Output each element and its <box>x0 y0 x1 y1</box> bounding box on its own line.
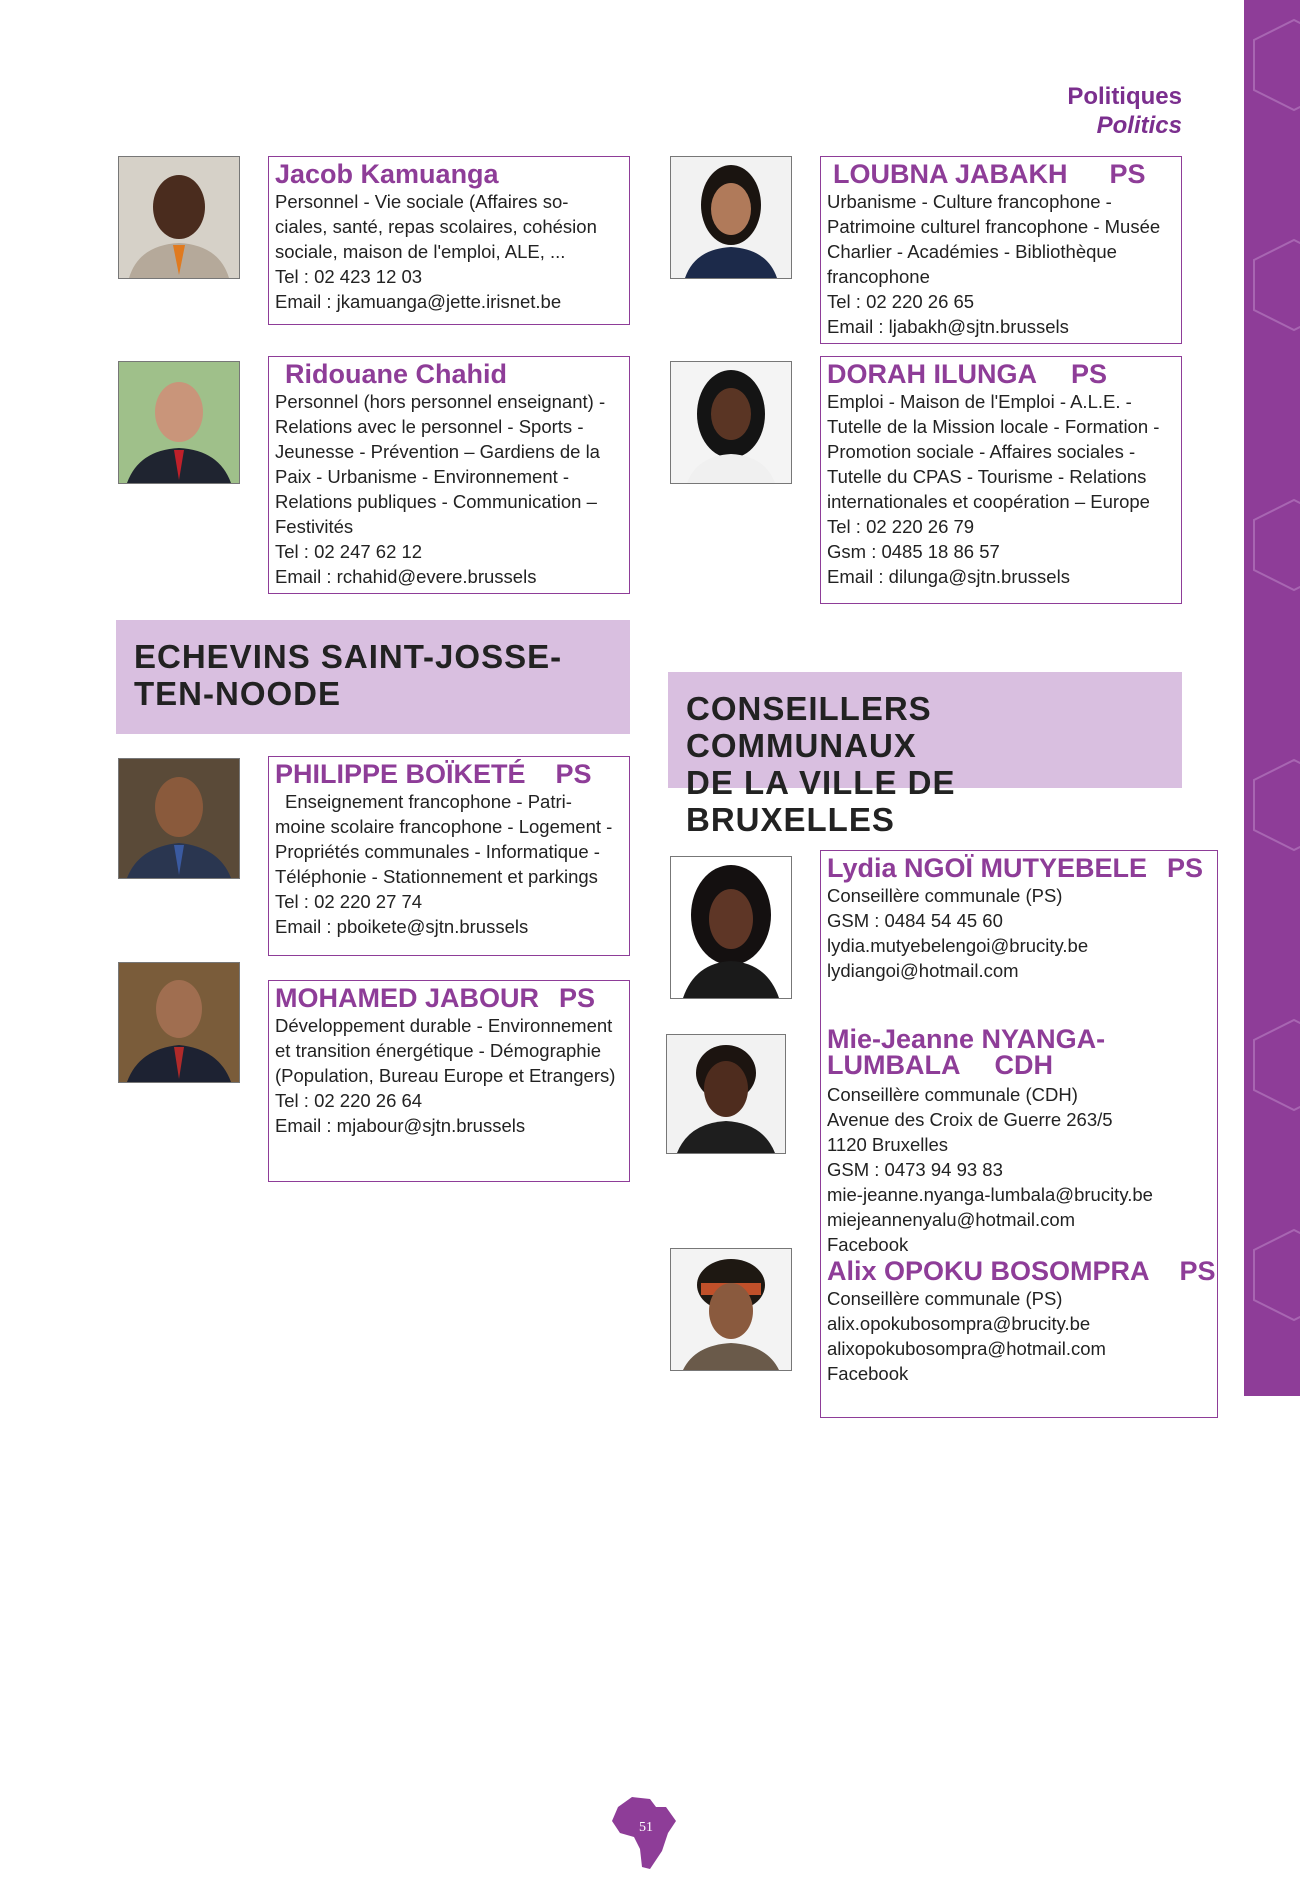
portrait-photo <box>670 856 792 999</box>
party-badge: CDH <box>994 1050 1053 1080</box>
section-heading-line: ECHEVINS SAINT-JOSSE- <box>134 638 563 675</box>
email-line[interactable]: Email : dilunga@sjtn.brussels <box>827 566 1070 587</box>
person-name: Mie-Jeanne NYANGA- LUMBALA CDH <box>827 1024 1106 1080</box>
person-card <box>820 1254 1218 1418</box>
party-badge: PS <box>559 983 596 1013</box>
email-line[interactable]: miejeannenyalu@hotmail.com <box>827 1209 1076 1230</box>
person-name: LOUBNA JABAKH PS <box>833 159 1146 189</box>
email-line[interactable]: alixopokubosompra@hotmail.com <box>827 1338 1106 1359</box>
phone-line: Tel : 02 423 12 03 <box>275 266 423 287</box>
section-heading-line: DE LA VILLE DE BRUXELLES <box>686 764 956 838</box>
role-line: Conseillère communale (PS) <box>827 885 1063 906</box>
person-card <box>268 156 630 325</box>
person-description: Urbanisme - Culture francophone - Patrimoine culturel francophone - Musée Charlier - Académies - Bibliothèque francophone <box>827 191 1161 287</box>
person-description: Développement durable - Environnement et transition énergétique - Démographie (Population, Bureau Europe et Etrangers) <box>275 1015 616 1086</box>
person-description: Personnel (hors personnel enseignant) - Relations avec le personnel - Sports - Jeunesse - Prévention – Gardiens de la Paix - Urbanisme - Environnement - Relations publiques - Communication – Festivités <box>275 391 606 537</box>
facebook-link[interactable]: Facebook <box>827 1363 909 1384</box>
section-heading-echevins <box>116 620 630 734</box>
facebook-link[interactable]: Facebook <box>827 1234 909 1255</box>
person-card <box>820 1012 1218 1254</box>
person-description: Emploi - Maison de l'Emploi - A.L.E. - Tutelle de la Mission locale - Formation - Promotion sociale - Affaires sociales - Tutelle du CPAS - Tourisme - Relations internationales et coopération – Europe <box>827 391 1160 512</box>
gsm-line: Gsm : 0485 18 86 57 <box>827 541 1000 562</box>
header-title-en: Politics <box>1096 112 1182 139</box>
section-heading-line: TEN-NOODE <box>134 675 341 712</box>
phone-line: Tel : 02 220 26 64 <box>275 1090 423 1111</box>
person-card <box>820 850 1218 1012</box>
gsm-line: GSM : 0484 54 45 60 <box>827 910 1003 931</box>
address-line: Avenue des Croix de Guerre 263/5 <box>827 1109 1113 1130</box>
gsm-line: GSM : 0473 94 93 83 <box>827 1159 1003 1180</box>
party-badge: PS <box>1179 1256 1216 1286</box>
person-name: Jacob Kamuanga <box>275 159 499 189</box>
phone-line: Tel : 02 220 27 74 <box>275 891 423 912</box>
person-name: PHILIPPE BOÏKETÉ PS <box>275 759 592 789</box>
person-name: Alix OPOKU BOSOMPRA PS <box>827 1256 1216 1286</box>
party-badge: PS <box>1167 853 1204 883</box>
email-line[interactable]: Email : mjabour@sjtn.brussels <box>275 1115 526 1136</box>
portrait-photo <box>118 962 240 1083</box>
person-card <box>268 980 630 1182</box>
portrait-photo <box>670 1248 792 1371</box>
email-line[interactable]: Email : ljabakh@sjtn.brussels <box>827 316 1069 337</box>
party-badge: PS <box>1109 159 1146 189</box>
person-card <box>268 756 630 956</box>
portrait-photo <box>670 361 792 484</box>
person-card <box>820 156 1182 344</box>
section-heading-conseillers <box>668 672 1182 838</box>
person-name: Ridouane Chahid <box>285 359 507 389</box>
email-line[interactable]: Email : jkamuanga@jette.irisnet.be <box>275 291 562 312</box>
section-header <box>1067 82 1182 140</box>
email-line[interactable]: mie-jeanne.nyanga-lumbala@brucity.be <box>827 1184 1153 1205</box>
person-name: MOHAMED JABOUR PS <box>275 983 596 1013</box>
person-description: Enseignement francophone - Patri- moine scolaire francophone - Logement - Propriétés communales - Informatique - Téléphonie - Stationnement et parkings <box>275 791 613 887</box>
phone-line: Tel : 02 220 26 65 <box>827 291 975 312</box>
email-line[interactable]: lydia.mutyebelengoi@brucity.be <box>827 935 1089 956</box>
section-heading-line: CONSEILLERS COMMUNAUX <box>686 690 932 764</box>
portrait-photo <box>670 156 792 279</box>
side-decorative-band <box>1244 0 1300 1396</box>
page-number: 51 <box>639 1820 653 1835</box>
email-line[interactable]: Email : rchahid@evere.brussels <box>275 566 537 587</box>
portrait-photo <box>118 361 240 484</box>
email-line[interactable]: Email : pboikete@sjtn.brussels <box>275 916 529 937</box>
phone-line: Tel : 02 247 62 12 <box>275 541 423 562</box>
header-title-fr: Politiques <box>1067 83 1182 110</box>
africa-page-icon <box>610 1793 680 1873</box>
party-badge: PS <box>555 759 592 789</box>
email-line[interactable]: lydiangoi@hotmail.com <box>827 960 1019 981</box>
phone-line: Tel : 02 220 26 79 <box>827 516 975 537</box>
person-description: Personnel - Vie sociale (Affaires so- ciales, santé, repas scolaires, cohésion sociale, maison de l'emploi, ALE, ... <box>275 191 597 262</box>
party-badge: PS <box>1071 359 1108 389</box>
person-card <box>268 356 630 594</box>
person-name: Lydia NGOÏ MUTYEBELE PS <box>827 853 1204 883</box>
person-card <box>820 356 1182 604</box>
portrait-photo <box>118 156 240 279</box>
portrait-photo <box>666 1034 786 1154</box>
email-line[interactable]: alix.opokubosompra@brucity.be <box>827 1313 1091 1334</box>
city-line: 1120 Bruxelles <box>827 1134 949 1155</box>
role-line: Conseillère communale (PS) <box>827 1288 1063 1309</box>
role-line: Conseillère communale (CDH) <box>827 1084 1078 1105</box>
portrait-photo <box>118 758 240 879</box>
person-name: DORAH ILUNGA PS <box>827 359 1108 389</box>
